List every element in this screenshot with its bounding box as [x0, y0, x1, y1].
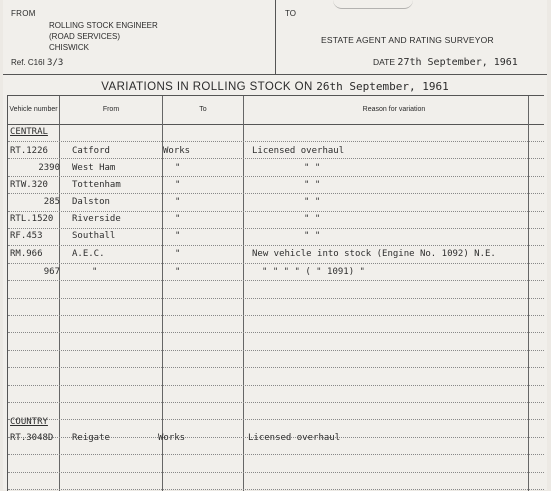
reason: " " — [304, 180, 321, 190]
from-line-2: (ROAD SERVICES) — [49, 32, 120, 41]
handwritten-scribble — [333, 0, 413, 9]
vehicle-number: RT.1226 — [10, 146, 48, 156]
ruled-line — [8, 402, 544, 403]
ruled-line — [8, 385, 544, 386]
from-line-1: ROLLING STOCK ENGINEER — [49, 21, 158, 30]
from-depot: Reigate — [72, 433, 110, 443]
reference — [11, 58, 63, 68]
reason: Licensed overhaul — [248, 433, 341, 443]
reason: " " — [304, 163, 321, 173]
ruled-line — [8, 158, 544, 159]
from-label: FROM — [11, 9, 36, 18]
ruled-line — [8, 245, 544, 246]
to-destination: Works — [158, 433, 186, 443]
table-header — [8, 96, 544, 125]
column-divider — [59, 96, 60, 491]
variations-table — [7, 95, 544, 491]
to-destination: " — [175, 231, 181, 241]
from-depot: A.E.C. — [72, 249, 105, 259]
to-destination: " — [175, 249, 181, 259]
reference-label: Ref. C16I — [11, 58, 45, 67]
ruled-line — [8, 332, 544, 333]
from-depot: " — [92, 267, 98, 277]
to-destination: " — [175, 163, 181, 173]
vehicle-number: RF.453 — [10, 231, 43, 241]
to-destination: " — [175, 214, 181, 224]
to-destination: " — [175, 180, 181, 190]
ruled-line — [8, 141, 544, 142]
column-divider — [243, 96, 244, 491]
date-value: 27th September, 1961 — [397, 57, 518, 68]
reason: " " — [304, 197, 321, 207]
from-depot: Tottenham — [72, 180, 121, 190]
vehicle-number: 967 — [43, 267, 60, 277]
ruled-line — [8, 298, 544, 299]
ruled-line — [8, 176, 544, 177]
from-depot: Dalston — [72, 197, 110, 207]
reason: " " " " ( " 1091) " — [262, 267, 365, 277]
section-country: COUNTRY — [10, 417, 48, 427]
reference-value: 3/3 — [47, 58, 64, 68]
to-destination: Works — [163, 146, 191, 156]
ruled-line — [8, 454, 544, 455]
page-title — [3, 80, 547, 93]
to-destination: " — [175, 267, 181, 277]
vehicle-number: RM.966 — [10, 249, 43, 259]
ruled-line — [8, 280, 544, 281]
column-divider — [528, 96, 529, 491]
col-from: From — [102, 106, 120, 113]
from-box — [3, 0, 276, 74]
from-depot: Southall — [72, 231, 116, 241]
from-line-3: CHISWICK — [49, 43, 89, 52]
from-depot: West Ham — [72, 163, 116, 173]
ruled-line — [8, 367, 544, 368]
section-central: CENTRAL — [10, 127, 48, 137]
ruled-line — [8, 228, 544, 229]
vehicle-number: 2390 — [38, 163, 60, 173]
reason: " " — [304, 231, 321, 241]
ruled-line — [8, 350, 544, 351]
reason: Licensed overhaul — [252, 146, 345, 156]
vehicle-number: RTL.1520 — [10, 214, 54, 224]
ruled-line — [8, 263, 544, 264]
col-to: To — [199, 106, 207, 113]
date-label: DATE — [373, 57, 396, 67]
col-reason: Reason for variation — [362, 106, 426, 113]
ruled-line — [8, 419, 544, 420]
reason: New vehicle into stock (Engine No. 1092) N.E. — [252, 249, 496, 259]
memo-header — [3, 0, 547, 75]
col-vehicle-number: Vehicle number — [9, 106, 58, 113]
vehicle-number: 285 — [43, 197, 60, 207]
ruled-line — [8, 472, 544, 473]
title-date: 26th September, 1961 — [316, 80, 449, 93]
vehicle-number: RT.3048D — [10, 433, 54, 443]
document-sheet — [3, 0, 547, 490]
memo-date — [373, 57, 518, 68]
to-destination: " — [175, 197, 181, 207]
vehicle-number: RTW.320 — [10, 180, 48, 190]
from-depot: Catford — [72, 146, 110, 156]
title-prefix: VARIATIONS IN ROLLING STOCK ON — [101, 81, 313, 93]
to-label: TO — [285, 9, 296, 18]
ruled-line — [8, 193, 544, 194]
ruled-line — [8, 211, 544, 212]
ruled-line — [8, 315, 544, 316]
from-depot: Riverside — [72, 214, 121, 224]
to-recipient: ESTATE AGENT AND RATING SURVEYOR — [321, 35, 494, 45]
reason: " " — [304, 214, 321, 224]
